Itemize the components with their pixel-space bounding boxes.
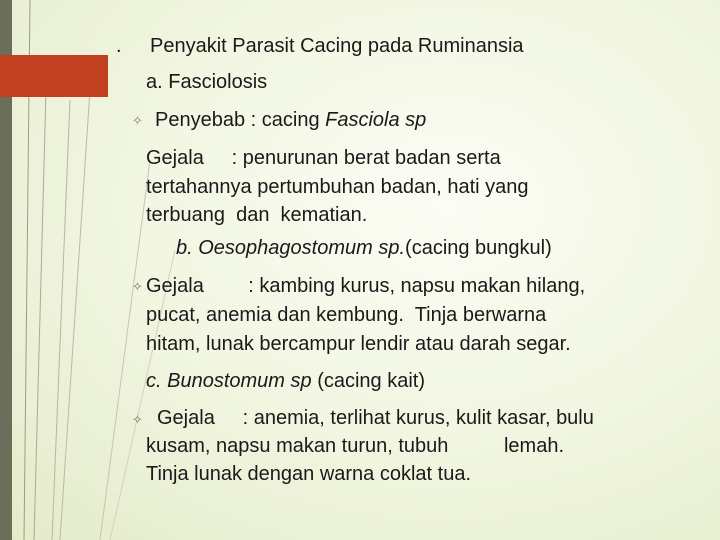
a-penyebab-species: Fasciola sp (325, 109, 427, 131)
section-c-label: c. (146, 370, 168, 392)
section-b-heading (176, 234, 552, 263)
accent-tab (0, 55, 108, 97)
section-c-common: (cacing kait) (311, 370, 426, 392)
section-a-heading: a. Fasciolosis (146, 71, 268, 93)
section-c-heading (146, 367, 425, 396)
b-gejala-line-2: pucat, anemia dan kembung. Tinja berwarna (146, 304, 547, 326)
bullet-diamond-icon: ✧ (132, 279, 143, 294)
section-b-species: Oesophagostomum sp. (198, 237, 406, 259)
a-penyebab-label: Penyebab : cacing (155, 109, 326, 131)
c-gejala-line-2: kusam, napsu makan turun, tubuh lemah. (146, 435, 564, 457)
b-gejala-line-1: Gejala : kambing kurus, napsu makan hilang, (146, 275, 586, 297)
c-gejala-line-1: Gejala : anemia, terlihat kurus, kulit kasar, bulu (157, 407, 594, 429)
title-dot: . (116, 35, 122, 57)
section-b-label: b. (176, 237, 199, 259)
a-gejala-line-3: terbuang dan kematian. (146, 204, 368, 226)
section-c-species: Bunostomum sp (167, 370, 312, 392)
a-gejala-line-1: Gejala : penurunan berat badan serta (146, 147, 501, 169)
bullet-diamond-icon: ✧ (132, 412, 143, 427)
c-gejala-line-3: Tinja lunak dengan warna coklat tua. (146, 463, 472, 485)
b-gejala-line-3: hitam, lunak bercampur lendir atau darah segar. (146, 333, 571, 355)
section-b-common: (cacing bungkul) (405, 237, 552, 259)
slide-title: Penyakit Parasit Cacing pada Ruminansia (150, 35, 524, 57)
a-penyebab-line (155, 106, 426, 135)
a-gejala-line-2: tertahannya pertumbuhan badan, hati yang (146, 176, 529, 198)
bullet-diamond-icon: ✧ (132, 113, 143, 128)
